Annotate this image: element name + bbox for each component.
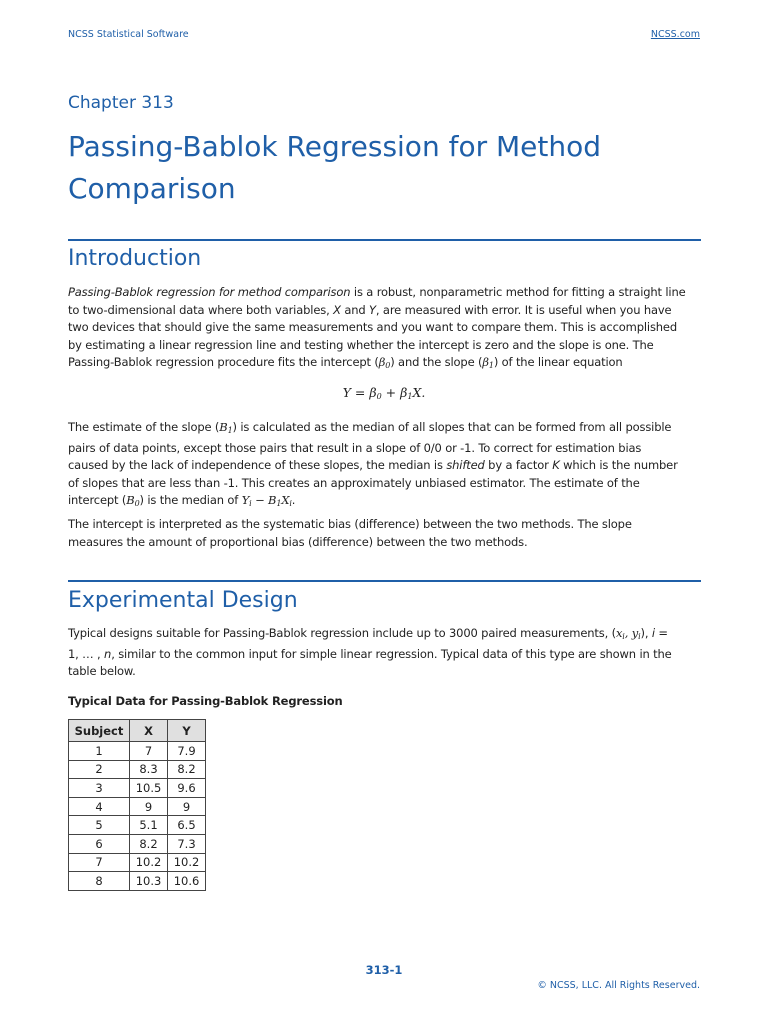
text: The estimate of the slope ( — [68, 420, 220, 434]
math-b0: $B_0$ — [126, 493, 140, 508]
text: which is the number — [559, 458, 678, 472]
title-line-2: Comparison — [68, 172, 236, 205]
text: table below. — [68, 664, 136, 678]
intro-paragraph-1 — [68, 284, 701, 375]
table-cell: 3 — [69, 779, 130, 798]
table-row — [69, 797, 206, 816]
table-cell: 5 — [69, 816, 130, 835]
text: ) is the median of — [139, 493, 242, 507]
table-cell: 10.6 — [168, 872, 206, 891]
text: by estimating a linear regression line and testing whether the intercept is zero and the slope is one. The — [68, 337, 654, 352]
table-cell: 1 — [69, 742, 130, 761]
text: measures the amount of proportional bias (difference) between the two methods. — [68, 534, 528, 549]
text: = — [654, 626, 668, 640]
table-header-row — [69, 720, 206, 742]
var-n: n — [104, 646, 112, 661]
math-beta0: $\beta_0$ — [378, 355, 391, 370]
table-cell: 10.5 — [130, 779, 168, 798]
math-beta1: $\beta_1$ — [482, 355, 494, 370]
table-cell: 5.1 — [130, 816, 168, 835]
text: ) of the linear equation — [493, 355, 623, 369]
text: and — [340, 302, 370, 317]
experimental-design-heading: Experimental Design — [68, 588, 298, 613]
text: ) is calculated as the median of all slopes that can be formed from all possible — [232, 420, 672, 434]
term-italic: shifted — [446, 458, 485, 472]
table-cell: 9 — [168, 797, 206, 816]
text: of slopes that are less than -1. This creates an approximately unbiased estimator. The estimate of the — [68, 475, 640, 490]
table-cell: 4 — [69, 797, 130, 816]
table-cell: 9 — [130, 797, 168, 816]
table-cell: 10.2 — [130, 853, 168, 872]
table-row — [69, 779, 206, 798]
title-line-1: Passing-Bablok Regression for Method — [68, 130, 601, 163]
chapter-label: Chapter 313 — [68, 93, 174, 113]
table-cell: 2 — [69, 760, 130, 779]
text: is a robust, nonparametric method for fitting a straight line — [350, 285, 686, 299]
table-cell: 9.6 — [168, 779, 206, 798]
table-cell: 10.2 — [168, 853, 206, 872]
data-table — [68, 719, 206, 891]
text: Typical designs suitable for Passing-Bablok regression include up to 3000 paired measurements, ( — [68, 626, 616, 640]
text: pairs of data points, except those pairs that result in a slope of 0/0 or -1. To correct for estimation bias — [68, 440, 642, 455]
table-row — [69, 834, 206, 853]
table-row — [69, 853, 206, 872]
text: caused by the lack of independence of these slopes, the median is — [68, 458, 447, 472]
text: ) and the slope ( — [390, 355, 483, 369]
math-pair: $x_i$, $y_i$ — [615, 626, 641, 641]
table-caption: Typical Data for Passing-Bablok Regression — [68, 694, 343, 708]
table-cell: 8.3 — [130, 760, 168, 779]
text: 1, … , — [68, 646, 105, 661]
section-divider — [68, 580, 701, 582]
ncss-link[interactable]: NCSS.com — [650, 29, 700, 40]
table-cell: 10.3 — [130, 872, 168, 891]
var-x: X — [333, 302, 341, 317]
text: The intercept is interpreted as the systematic bias (difference) between the two methods. The slope — [68, 517, 632, 531]
table-cell: 7 — [69, 853, 130, 872]
text: ), — [640, 626, 652, 640]
var-i: i — [651, 626, 655, 640]
text: to two-dimensional data where both variables, — [68, 302, 334, 317]
intro-paragraph-2 — [68, 419, 701, 513]
table-cell: 6.5 — [168, 816, 206, 835]
page-title — [68, 126, 708, 210]
linear-equation: $Y = \beta_0 + \beta_1X$. — [342, 385, 426, 401]
running-header: NCSS Statistical Software — [68, 29, 189, 40]
design-paragraph — [68, 625, 701, 681]
table-row — [69, 872, 206, 891]
text: Passing-Bablok regression procedure fits the intercept ( — [68, 355, 379, 369]
column-header: Subject — [69, 720, 130, 742]
table-cell: 7.3 — [168, 834, 206, 853]
text: by a factor — [484, 458, 553, 472]
text: , are measured with error. It is useful when you have — [375, 302, 672, 317]
math-residual: $Y_i - B_1X_i$ — [241, 493, 292, 508]
var-k: K — [552, 458, 560, 472]
math-b1: $B_1$ — [219, 420, 233, 435]
text: intercept ( — [68, 493, 127, 507]
column-header: Y — [168, 720, 206, 742]
table-row — [69, 760, 206, 779]
table-row — [69, 742, 206, 761]
column-header: X — [130, 720, 168, 742]
table-cell: 7.9 — [168, 742, 206, 761]
copyright-notice: © NCSS, LLC. All Rights Reserved. — [537, 980, 700, 991]
table-cell: 6 — [69, 834, 130, 853]
table-cell: 7 — [130, 742, 168, 761]
table-cell: 8.2 — [130, 834, 168, 853]
term-italic: Passing-Bablok regression for method comparison — [68, 285, 351, 299]
section-divider — [68, 239, 701, 241]
text: , similar to the common input for simple linear regression. Typical data of this type are shown in the — [111, 646, 672, 661]
table-row — [69, 816, 206, 835]
var-y: Y — [369, 302, 376, 317]
text: . — [291, 493, 296, 507]
text: two devices that should give the same measurements and you want to compare them. This is accomplished — [68, 320, 678, 334]
table-cell: 8.2 — [168, 760, 206, 779]
introduction-heading: Introduction — [68, 246, 202, 271]
intro-paragraph-3 — [68, 516, 701, 551]
page-number: 313-1 — [365, 963, 403, 977]
table-cell: 8 — [69, 872, 130, 891]
